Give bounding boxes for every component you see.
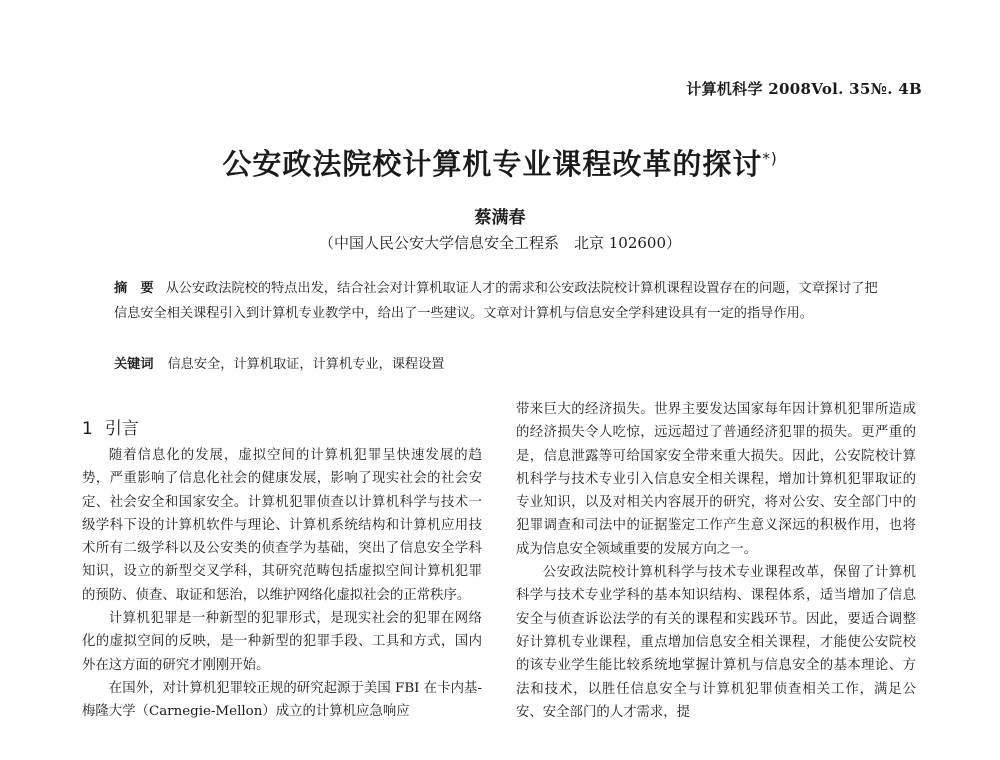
section-title: 引言 <box>104 419 139 439</box>
abstract-text: 从公安政法院校的特点出发，结合社会对计算机取证人才的需求和公安政法院校计算机课程设置存在的问题，文章探讨了把信息安全相关课程引入到计算机专业教学中，给出了一些建议。文章对计算机与信息安全学科建设具有一定的指导作用。 <box>114 281 878 321</box>
title-footnote-mark: *) <box>762 149 778 168</box>
keywords <box>114 352 884 377</box>
paragraph: 随着信息化的发展，虚拟空间的计算机犯罪呈快速发展的趋势，严重影响了信息化社会的健康发展，影响了现实社会的社会安定、社会安全和国家安全。计算机犯罪侦查以计算机科学与技术一级学科下设的计算机软件与理论、计算机系统结构和计算机应用技术所有二级学科以及公安类的侦查学为基础，突出了信息安全学科知识，设立的新型交叉学科，其研究范畴包括虚拟空间计算机犯罪的预防、侦查、取证和惩治，以维护网络化虚拟社会的正常秩序。 <box>82 448 482 603</box>
section-number: 1 <box>82 419 93 439</box>
abstract-label: 摘 要 <box>114 281 154 296</box>
section-heading <box>82 414 139 439</box>
journal-header: 计算机科学 2008Vol. 35№. 4B <box>686 80 922 98</box>
paper-title-text: 公安政法院校计算机专业课程改革的探讨 <box>222 147 763 181</box>
abstract <box>114 276 884 326</box>
paragraph: 公安政法院校计算机科学与技术专业课程改革，保留了计算机科学与技术专业学科的基本知识结构、课程体系，适当增加了信息安全与侦查诉讼法学的有关的课程和实践环节。因此，要适合调整好计算机专业课程，重点增加信息安全相关课程，才能使公安院校的该专业学生能比较系统地掌握计算机与信息安全的基本理论、方法和技术，以胜任信息安全与计算机犯罪侦查相关工作，满足公安、安全部门的人才需求，提 <box>516 565 916 720</box>
paragraph: 计算机犯罪是一种新型的犯罪形式，是现实社会的犯罪在网络化的虚拟空间的反映，是一种新型的犯罪手段、工具和方式，国内外在这方面的研究才刚刚开始。 <box>82 611 482 673</box>
author-name: 蔡满春 <box>474 208 526 228</box>
paper-title <box>0 142 1000 183</box>
keywords-text: 信息安全，计算机取证，计算机专业，课程设置 <box>167 357 445 372</box>
right-column <box>516 398 916 724</box>
left-column <box>82 444 482 724</box>
keywords-label: 关键词 <box>114 357 154 372</box>
paragraph: 在国外，对计算机犯罪较正规的研究起源于美国 FBI 在卡内基-梅隆大学（Carnegie-Mellon）成立的计算机应急响应 <box>82 680 482 720</box>
paragraph: 带来巨大的经济损失。世界主要发达国家每年因计算机犯罪所造成的经济损失令人吃惊，远远超过了普通经济犯罪的损失。更严重的是，信息泄露等可给国家安全带来重大损失。因此，公安院校计算机科学与技术专业引入信息安全相关课程，增加计算机犯罪取证的专业知识，以及对相关内容展开的研究，将对公安、安全部门中的犯罪调查和司法中的证据鉴定工作产生意义深远的积极作用，也将成为信息安全领域重要的发展方向之一。 <box>516 402 916 557</box>
author-affiliation: （中国人民公安大学信息安全工程系 北京 102600） <box>318 234 682 252</box>
